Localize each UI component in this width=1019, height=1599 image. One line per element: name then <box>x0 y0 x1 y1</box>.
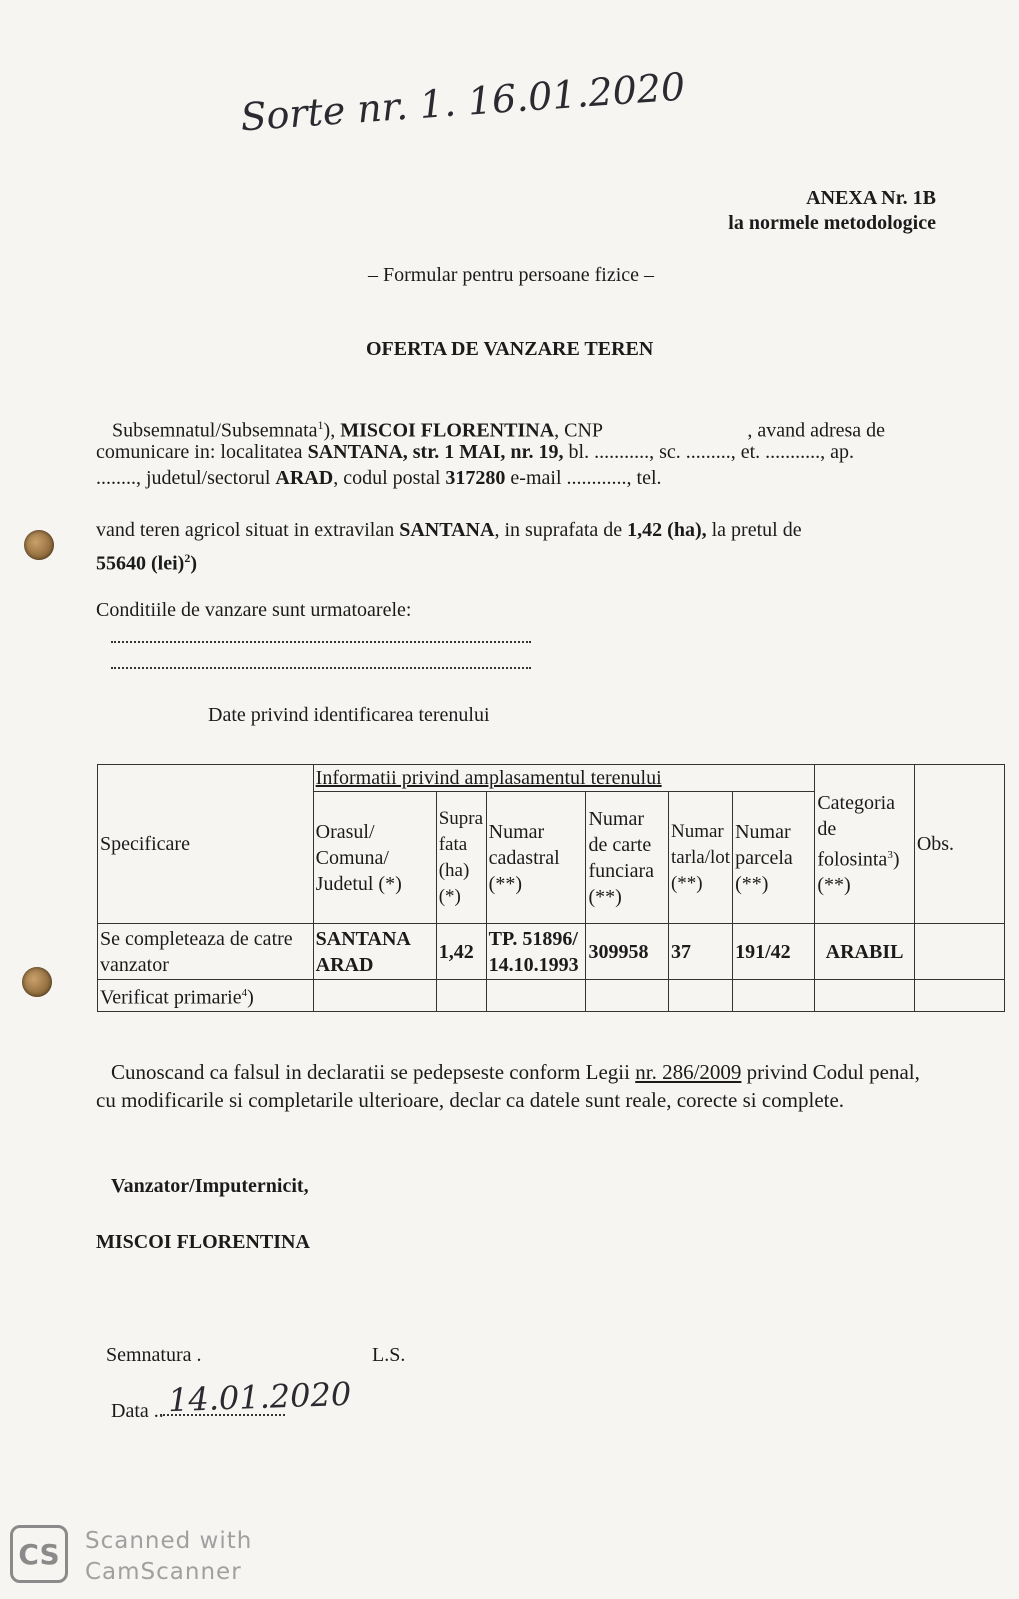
signer-role: Vanzator/Imputernicit, <box>111 1175 309 1197</box>
header-specificare: Specificare <box>98 765 314 924</box>
annex-number: ANEXA Nr. 1B <box>806 187 936 209</box>
date-label: Data .. <box>111 1400 164 1422</box>
header-category: Categoria de folosinta$^3$) (**) <box>815 765 915 924</box>
declaration-line-1: Cunoscand ca falsul in declaratii se pedepseste conform Legii nr. 286/2009 privind Codul penal, <box>111 1060 920 1084</box>
row2-land-book <box>586 980 669 1012</box>
signer-name: MISCOI FLORENTINA <box>96 1231 310 1253</box>
row1-obs <box>914 924 1004 980</box>
county: ARAD <box>275 467 334 489</box>
row1-cadastral: TP. 51896/ 14.10.1993 <box>486 924 586 980</box>
intro-line-1: Subsemnatul/Subsemnata$^1$), MISCOI FLORENTINA, CNP , avand adresa de <box>112 418 886 442</box>
conditions-line-2 <box>111 659 531 669</box>
header-area: Supra fata (ha) (*) <box>436 792 486 924</box>
row1-category: ARABIL <box>815 924 915 980</box>
conditions-line-1 <box>111 633 531 643</box>
header-land-book: Numar de carte funciara (**) <box>586 792 669 924</box>
header-parcel: Numar parcela (**) <box>733 792 815 924</box>
signature-label: Semnatura . <box>106 1344 202 1366</box>
address: SANTANA, str. 1 MAI, nr. 19, <box>307 441 564 463</box>
header-cadastral: Numar cadastral (**) <box>486 792 586 924</box>
camscanner-logo: CS <box>10 1525 68 1583</box>
row2-parcel <box>733 980 815 1012</box>
section-label: Date privind identificarea terenului <box>208 704 490 726</box>
land-area: 1,42 (ha), <box>627 519 707 541</box>
intro-line-2: comunicare in: localitatea SANTANA, str. 1 MAI, nr. 19, bl. ..........., sc. ........., et. ..........., ap. <box>96 441 855 463</box>
land-identification-table <box>97 764 1005 1012</box>
row1-parcel: 191/42 <box>733 924 815 980</box>
document-title: OFERTA DE VANZARE TEREN <box>366 338 654 360</box>
law-reference: nr. 286/2009 <box>635 1060 742 1084</box>
form-type: – Formular pentru persoane fizice – <box>368 264 655 286</box>
row2-city <box>313 980 436 1012</box>
row2-category <box>815 980 915 1012</box>
annex-subtitle: la normele metodologice <box>728 212 936 234</box>
punch-hole-bottom <box>22 967 52 997</box>
header-obs: Obs. <box>914 765 1004 924</box>
row2-tarla <box>668 980 732 1012</box>
land-location: SANTANA <box>399 519 495 541</box>
conditions-label: Conditiile de vanzare sunt urmatoarele: <box>96 599 412 621</box>
header-group: Informatii privind amplasamentul terenului <box>313 765 815 792</box>
header-city: Orasul/ Comuna/ Judetul (*) <box>313 792 436 924</box>
row1-city: SANTANA ARAD <box>313 924 436 980</box>
row2-cadastral <box>486 980 586 1012</box>
row2-obs <box>914 980 1004 1012</box>
punch-hole-top <box>24 530 54 560</box>
handwritten-note: Sorte nr. 1. 16.01.2020 <box>239 64 687 140</box>
declaration-line-2: cu modificarile si completarile ulterioare, declar ca datele sunt reale, corecte si complete. <box>96 1088 845 1112</box>
camscanner-watermark: Scanned with CamScanner <box>85 1528 253 1585</box>
row1-tarla: 37 <box>668 924 732 980</box>
row2-area <box>436 980 486 1012</box>
postal-code: 317280 <box>445 467 506 489</box>
row1-area: 1,42 <box>436 924 486 980</box>
intro-line-3: ........, judetul/sectorul ARAD, codul postal 317280 e-mail ............, tel. <box>96 467 662 489</box>
ls-label: L.S. <box>372 1344 406 1366</box>
row2-label: Verificat primarie$^4$) <box>98 980 314 1012</box>
handwritten-date: 14.01.2020 <box>167 1374 352 1420</box>
row1-label: Se completeaza de catre vanzator <box>98 924 314 980</box>
sale-price: 55640 (lei)$^2$) <box>96 551 197 575</box>
sale-line-1: vand teren agricol situat in extravilan SANTANA, in suprafata de 1,42 (ha), la pretul de <box>96 519 802 541</box>
seller-name: MISCOI FLORENTINA <box>340 419 555 442</box>
header-tarla: Numar tarla/lot (**) <box>668 792 732 924</box>
row1-land-book: 309958 <box>586 924 669 980</box>
